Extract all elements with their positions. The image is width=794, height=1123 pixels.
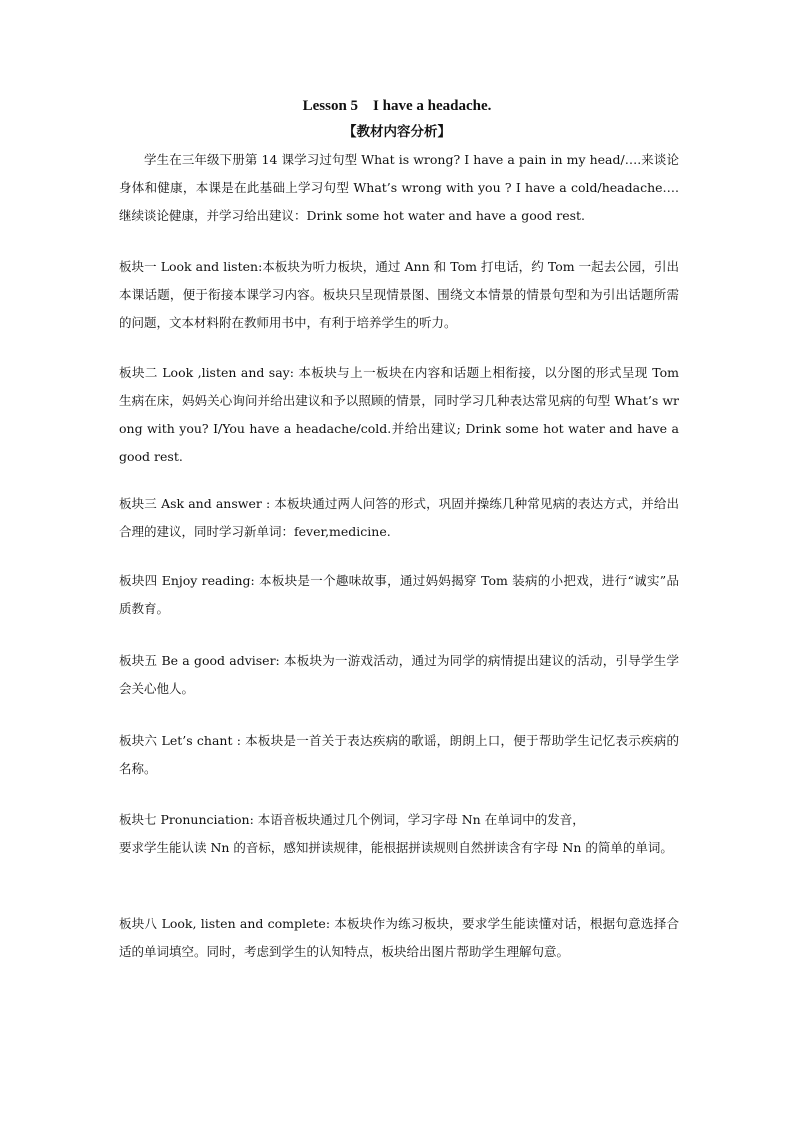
- section-heading: 【教材内容分析】: [343, 124, 451, 140]
- intro-paragraph: 学生在三年级下册第 14 课学习过句型 What is wrong? I have a pain in my head/….来谈论身体和健康，本课是在此基础上学习句型 What’s wrong with you ? I have a cold/headache….继续谈论健康，并学习给出建议：Drink some hot water and have a good rest.: [119, 152, 679, 223]
- section-paragraph-4: 板块四 Enjoy reading: 本板块是一个趣味故事，通过妈妈揭穿 Tom 装病的小把戏，进行“诚实”品质教育。: [119, 573, 679, 616]
- section-paragraph-7: 板块七 Pronunciation: 本语音板块通过几个例词，学习字母 Nn 在单词中的发音， 要求学生能认读 Nn 的音标，感知拼读规律，能根据拼读规则自然拼读含有字母 Nn 的简单的单词。: [119, 812, 673, 855]
- section-paragraph-2: 板块二 Look ,listen and say: 本板块与上一板块在内容和话题上相衔接，以分图的形式呈现 Tom 生病在床，妈妈关心询问并给出建议和予以照顾的情景，同时学习几种表达常见病的句型 What’s wrong with you? I/You have a headache/cold.并给出建议; Drink some hot water and have a good rest.: [119, 365, 679, 464]
- section-paragraph-5: 板块五 Be a good adviser: 本板块为一游戏活动，通过为同学的病情提出建议的活动，引导学生学会关心他人。: [119, 653, 679, 696]
- section-paragraph-8: 板块八 Look, listen and complete: 本板块作为练习板块，要求学生能读懂对话，根据句意选择合适的单词填空。同时，考虑到学生的认知特点，板块给出图片帮助学生理解句意。: [119, 916, 679, 959]
- section-paragraph-1: 板块一 Look and listen:本板块为听力板块，通过 Ann 和 Tom 打电话，约 Tom 一起去公园，引出本课话题，便于衔接本课学习内容。板块只呈现情景图、围绕文本情景的情景句型和为引出话题所需的问题，文本材料附在教师用书中，有利于培养学生的听力。: [119, 259, 679, 330]
- lesson-title: Lesson 5 I have a headache.: [302, 98, 492, 114]
- section-paragraph-6: 板块六 Let’s chant : 本板块是一首关于表达疾病的歌谣，朗朗上口，便于帮助学生记忆表示疾病的名称。: [119, 733, 679, 776]
- section-paragraph-3: 板块三 Ask and answer : 本板块通过两人问答的形式，巩固并操练几种常见病的表达方式，并给出合理的建议，同时学习新单词：fever,medicine.: [119, 496, 679, 539]
